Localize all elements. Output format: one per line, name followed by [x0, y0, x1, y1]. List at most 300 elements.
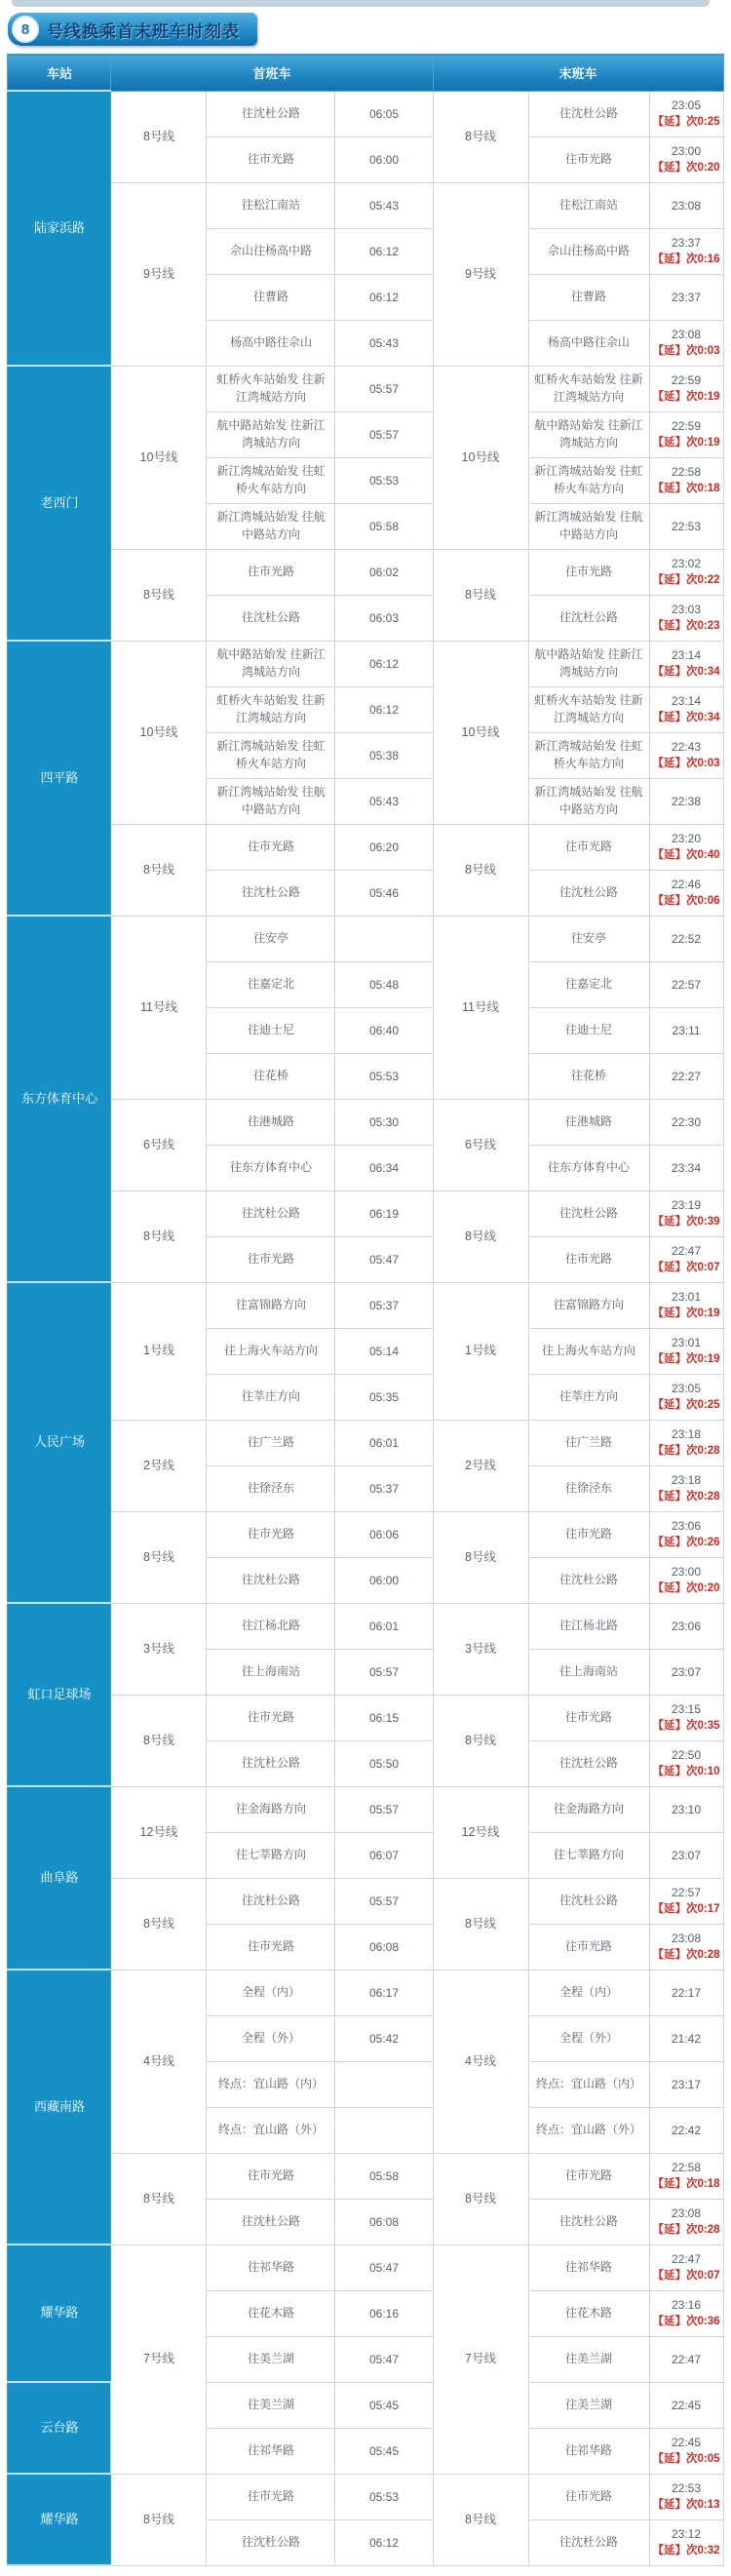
top-edge-strip	[12, 0, 710, 7]
last-train-time-cell	[649, 1511, 723, 1557]
time-value: 23:01	[671, 1290, 702, 1304]
time-value: 05:30	[368, 1114, 399, 1129]
first-train-destination-cell: 往市光路	[207, 137, 335, 182]
last-train-time-cell	[649, 2382, 723, 2428]
time-value: 23:08	[671, 198, 702, 213]
last-train-time-cell	[649, 2061, 723, 2107]
first-train-time-cell	[335, 2336, 433, 2382]
last-train-time-cell	[649, 1236, 723, 1282]
time-value: 06:12	[368, 656, 399, 671]
last-train-destination-cell: 往江杨北路	[528, 1603, 649, 1649]
last-train-time-cell	[649, 320, 723, 366]
first-train-destination-cell: 往市光路	[207, 1511, 335, 1557]
timetable-row	[8, 1282, 723, 1328]
first-train-time-cell	[335, 1374, 433, 1420]
delay-note: 【延】次0:20	[652, 162, 720, 174]
time-value: 05:45	[368, 2443, 399, 2458]
last-train-destination-cell: 往上海火车站方向	[528, 1328, 649, 1374]
first-train-destination-cell: 往嘉定北	[207, 961, 335, 1007]
first-train-line-cell: 8号线	[111, 549, 207, 641]
station-cell: 四平路	[8, 641, 111, 916]
delay-note: 【延】次0:05	[652, 2453, 720, 2465]
last-train-destination-cell: 往松江南站	[528, 182, 649, 228]
time-value: 23:05	[671, 98, 702, 112]
last-train-destination-cell: 往沈杜公路	[528, 1557, 649, 1603]
first-train-time-cell	[335, 1557, 433, 1603]
delay-note: 【延】次0:03	[652, 345, 720, 357]
last-train-time-cell	[649, 2428, 723, 2474]
first-train-destination-cell: 佘山往杨高中路	[207, 228, 335, 274]
timetable-row	[8, 2244, 723, 2290]
time-value: 23:07	[671, 1848, 702, 1862]
last-train-time-cell	[649, 2153, 723, 2199]
last-train-line-cell: 6号线	[433, 1099, 528, 1190]
last-train-destination-cell: 往沈杜公路	[528, 2199, 649, 2244]
col-header-last-train: 末班车	[433, 55, 723, 92]
first-train-destination-cell: 往美兰湖	[207, 2382, 335, 2428]
first-train-time-cell	[335, 1282, 433, 1328]
last-train-destination-cell: 往市光路	[528, 824, 649, 870]
delay-note: 【延】次0:23	[652, 620, 720, 632]
delay-note: 【延】次0:16	[652, 254, 720, 265]
first-train-line-cell: 8号线	[111, 1190, 207, 1282]
first-train-time-cell	[335, 2153, 433, 2199]
first-train-destination-cell: 往江杨北路	[207, 1603, 335, 1649]
last-train-destination-cell: 往沈杜公路	[528, 2519, 649, 2565]
first-train-time-cell	[335, 274, 433, 320]
time-value: 22:47	[671, 1244, 702, 1258]
timetable-row	[8, 366, 723, 411]
last-train-destination-cell: 杨高中路往佘山	[528, 320, 649, 366]
last-train-destination-cell: 往市光路	[528, 137, 649, 182]
last-train-time-cell	[649, 1145, 723, 1190]
first-train-destination-cell: 往市光路	[207, 1924, 335, 1970]
timetable-row	[8, 91, 723, 137]
delay-note: 【延】次0:28	[652, 1445, 720, 1457]
last-train-destination-cell: 往东方体育中心	[528, 1145, 649, 1190]
time-value: 05:57	[368, 1664, 399, 1679]
last-train-line-cell: 8号线	[433, 1878, 528, 1970]
first-train-line-cell: 11号线	[111, 916, 207, 1099]
first-train-time-cell	[335, 732, 433, 778]
last-train-time-cell	[649, 1970, 723, 2015]
delay-note: 【延】次0:13	[652, 2499, 720, 2511]
first-train-time-cell	[335, 182, 433, 228]
time-value: 05:46	[368, 885, 399, 900]
time-value: 05:35	[368, 1389, 399, 1404]
first-train-destination-cell: 往上海南站	[207, 1649, 335, 1695]
time-value: 05:58	[368, 2168, 399, 2183]
last-train-destination-cell: 往祁华路	[528, 2428, 649, 2474]
last-train-time-cell	[649, 1557, 723, 1603]
time-value: 23:18	[671, 1427, 702, 1441]
last-train-time-cell	[649, 2244, 723, 2290]
time-value: 23:37	[671, 290, 702, 304]
time-value: 05:37	[368, 1481, 399, 1496]
first-train-destination-cell: 往曹路	[207, 274, 335, 320]
last-train-destination-cell: 往沈杜公路	[528, 870, 649, 916]
last-train-line-cell: 1号线	[433, 1282, 528, 1420]
first-train-time-cell	[335, 503, 433, 549]
first-train-line-cell: 8号线	[111, 1878, 207, 1970]
first-train-time-cell	[335, 1786, 433, 1832]
station-cell: 虹口足球场	[8, 1603, 111, 1786]
first-train-line-cell: 10号线	[111, 641, 207, 824]
last-train-time-cell	[649, 411, 723, 457]
timetable-body	[8, 91, 723, 2565]
delay-note: 【延】次0:40	[652, 849, 720, 861]
first-train-destination-cell: 往市光路	[207, 2474, 335, 2519]
time-value: 05:53	[368, 2489, 399, 2504]
last-train-time-cell	[649, 1649, 723, 1695]
delay-note: 【延】次0:25	[652, 1399, 720, 1411]
last-train-destination-cell: 往沈杜公路	[528, 1190, 649, 1236]
last-train-time-cell	[649, 91, 723, 137]
last-train-destination-cell: 新江湾城站始发 往航中路站方向	[528, 778, 649, 824]
last-train-destination-cell: 新江湾城站始发 往虹桥火车站方向	[528, 457, 649, 503]
first-train-time-cell	[335, 1099, 433, 1145]
time-value: 22:58	[671, 465, 702, 479]
first-train-time-cell	[335, 137, 433, 182]
time-value: 23:00	[671, 144, 702, 158]
time-value: 23:14	[671, 694, 702, 708]
timetable-row	[8, 2153, 723, 2199]
time-value: 22:17	[671, 1985, 702, 2000]
time-value: 21:42	[671, 2031, 702, 2046]
last-train-time-cell	[649, 961, 723, 1007]
last-train-line-cell: 9号线	[433, 182, 528, 366]
delay-note: 【延】次0:34	[652, 712, 720, 723]
first-train-destination-cell: 往沈杜公路	[207, 2519, 335, 2565]
delay-note: 【延】次0:35	[652, 1720, 720, 1732]
first-train-destination-cell: 往迪士尼	[207, 1007, 335, 1053]
time-value: 23:14	[671, 648, 702, 662]
first-train-destination-cell: 虹桥火车站始发 往新江湾城站方向	[207, 686, 335, 732]
first-train-time-cell	[335, 2382, 433, 2428]
time-value: 23:15	[671, 1702, 702, 1716]
last-train-time-cell	[649, 1007, 723, 1053]
first-train-time-cell	[335, 2107, 433, 2153]
first-train-time-cell	[335, 2015, 433, 2061]
station-cell: 陆家浜路	[8, 91, 111, 366]
first-train-destination-cell: 新江湾城站始发 往航中路站方向	[207, 778, 335, 824]
first-train-destination-cell: 往市光路	[207, 549, 335, 595]
timetable-row	[8, 916, 723, 961]
delay-note: 【延】次0:19	[652, 391, 720, 403]
last-train-time-cell	[649, 1099, 723, 1145]
first-train-time-cell	[335, 595, 433, 641]
last-train-time-cell	[649, 870, 723, 916]
timetable	[7, 54, 723, 2566]
time-value: 22:27	[671, 1069, 702, 1083]
last-train-line-cell: 10号线	[433, 366, 528, 549]
delay-note: 【延】次0:19	[652, 1353, 720, 1365]
last-train-time-cell	[649, 1282, 723, 1328]
time-value: 05:43	[368, 794, 399, 808]
last-train-destination-cell: 往市光路	[528, 1924, 649, 1970]
last-train-destination-cell: 往莘庄方向	[528, 1374, 649, 1420]
time-value: 06:03	[368, 610, 399, 625]
first-train-destination-cell: 终点：宜山路（外）	[207, 2107, 335, 2153]
first-train-destination-cell: 往沈杜公路	[207, 1740, 335, 1786]
time-value: 22:42	[671, 2123, 702, 2137]
first-train-time-cell	[335, 1511, 433, 1557]
last-train-line-cell: 8号线	[433, 2153, 528, 2244]
first-train-line-cell: 8号线	[111, 2474, 207, 2565]
time-value: 05:57	[368, 427, 399, 442]
last-train-destination-cell: 往市光路	[528, 1236, 649, 1282]
time-value: 22:45	[671, 2398, 702, 2412]
first-train-line-cell: 1号线	[111, 1282, 207, 1420]
first-train-destination-cell: 航中路站始发 往新江湾城站方向	[207, 411, 335, 457]
time-value: 23:05	[671, 1382, 702, 1395]
time-value: 05:50	[368, 1756, 399, 1771]
time-value: 22:52	[671, 931, 702, 946]
time-value: 05:58	[368, 519, 399, 533]
delay-note: 【延】次0:06	[652, 895, 720, 907]
time-value: 05:42	[368, 2031, 399, 2046]
first-train-destination-cell: 往市光路	[207, 824, 335, 870]
first-train-time-cell	[335, 961, 433, 1007]
last-train-time-cell	[649, 1465, 723, 1511]
last-train-time-cell	[649, 503, 723, 549]
delay-note: 【延】次0:36	[652, 2316, 720, 2327]
first-train-time-cell	[335, 1145, 433, 1190]
time-value: 23:16	[671, 2298, 702, 2312]
first-train-destination-cell: 往市光路	[207, 1236, 335, 1282]
delay-note: 【延】次0:19	[652, 1308, 720, 1319]
first-train-time-cell	[335, 1328, 433, 1374]
time-value: 23:01	[671, 1336, 702, 1349]
time-value: 06:02	[368, 565, 399, 579]
station-cell: 人民广场	[8, 1282, 111, 1603]
delay-note: 【延】次0:20	[652, 1582, 720, 1594]
first-train-destination-cell: 终点：宜山路（内）	[207, 2061, 335, 2107]
first-train-destination-cell: 往安亭	[207, 916, 335, 961]
time-value: 23:12	[671, 2527, 702, 2541]
last-train-destination-cell: 往美兰湖	[528, 2382, 649, 2428]
first-train-destination-cell: 杨高中路往佘山	[207, 320, 335, 366]
first-train-destination-cell: 往港城路	[207, 1099, 335, 1145]
time-value: 23:37	[671, 236, 702, 250]
first-train-time-cell	[335, 2290, 433, 2336]
first-train-destination-cell: 往松江南站	[207, 182, 335, 228]
delay-note: 【延】次0:32	[652, 2545, 720, 2556]
time-value: 23:17	[671, 2077, 702, 2091]
time-value: 05:37	[368, 1298, 399, 1312]
first-train-destination-cell: 往徐泾东	[207, 1465, 335, 1511]
first-train-line-cell: 8号线	[111, 1511, 207, 1603]
last-train-destination-cell: 往上海南站	[528, 1649, 649, 1695]
time-value: 06:00	[368, 152, 399, 167]
last-train-time-cell	[649, 137, 723, 182]
time-value: 23:08	[671, 328, 702, 341]
time-value: 05:57	[368, 1893, 399, 1908]
last-train-time-cell	[649, 1878, 723, 1924]
time-value: 06:08	[368, 1939, 399, 1954]
time-value: 06:19	[368, 1206, 399, 1221]
first-train-destination-cell: 往沈杜公路	[207, 91, 335, 137]
last-train-destination-cell: 往广兰路	[528, 1420, 649, 1465]
last-train-time-cell	[649, 1832, 723, 1878]
last-train-line-cell: 8号线	[433, 824, 528, 916]
first-train-time-cell	[335, 2061, 433, 2107]
last-train-time-cell	[649, 1053, 723, 1099]
delay-note: 【延】次0:18	[652, 2178, 720, 2190]
time-value: 06:12	[368, 702, 399, 717]
time-value: 06:12	[368, 244, 399, 258]
last-train-time-cell	[649, 2336, 723, 2382]
first-train-time-cell	[335, 1924, 433, 1970]
timetable-row	[8, 1420, 723, 1465]
delay-note: 【延】次0:03	[652, 758, 720, 769]
last-train-time-cell	[649, 228, 723, 274]
last-train-destination-cell: 往市光路	[528, 1695, 649, 1740]
time-value: 06:12	[368, 290, 399, 304]
last-train-line-cell: 10号线	[433, 641, 528, 824]
time-value: 22:59	[671, 373, 702, 387]
first-train-destination-cell: 虹桥火车站始发 往新江湾城站方向	[207, 366, 335, 411]
timetable-row	[8, 824, 723, 870]
last-train-destination-cell: 往嘉定北	[528, 961, 649, 1007]
first-train-destination-cell: 全程（内）	[207, 1970, 335, 2015]
time-value: 22:38	[671, 794, 702, 808]
last-train-line-cell: 7号线	[433, 2244, 528, 2474]
last-train-line-cell: 12号线	[433, 1786, 528, 1878]
time-value: 06:20	[368, 839, 399, 854]
last-train-time-cell	[649, 778, 723, 824]
timetable-row	[8, 1786, 723, 1832]
first-train-line-cell: 2号线	[111, 1420, 207, 1511]
time-value: 05:53	[368, 1069, 399, 1083]
header-row	[8, 55, 723, 92]
first-train-destination-cell: 往祁华路	[207, 2428, 335, 2474]
timetable-row	[8, 1603, 723, 1649]
timetable-row	[8, 1190, 723, 1236]
time-value: 23:34	[671, 1160, 702, 1175]
first-train-destination-cell: 往莘庄方向	[207, 1374, 335, 1420]
first-train-time-cell	[335, 686, 433, 732]
col-header-first-train: 首班车	[111, 55, 433, 92]
last-train-time-cell	[649, 1374, 723, 1420]
first-train-line-cell: 8号线	[111, 91, 207, 182]
first-train-time-cell	[335, 457, 433, 503]
last-train-time-cell	[649, 1740, 723, 1786]
col-header-station: 车站	[8, 55, 111, 92]
first-train-destination-cell: 航中路站始发 往新江湾城站方向	[207, 641, 335, 686]
last-train-line-cell: 11号线	[433, 916, 528, 1099]
first-train-destination-cell: 往市光路	[207, 1695, 335, 1740]
last-train-destination-cell: 往徐泾东	[528, 1465, 649, 1511]
delay-note: 【延】次0:07	[652, 2270, 720, 2282]
last-train-line-cell: 8号线	[433, 2474, 528, 2565]
time-value: 05:53	[368, 473, 399, 488]
first-train-time-cell	[335, 2199, 433, 2244]
first-train-line-cell: 4号线	[111, 1970, 207, 2153]
timetable-row	[8, 2474, 723, 2519]
last-train-destination-cell: 往花桥	[528, 1053, 649, 1099]
first-train-time-cell	[335, 1007, 433, 1053]
first-train-destination-cell: 往沈杜公路	[207, 1878, 335, 1924]
first-train-time-cell	[335, 2474, 433, 2519]
time-value: 06:34	[368, 1160, 399, 1175]
last-train-destination-cell: 全程（外）	[528, 2015, 649, 2061]
first-train-time-cell	[335, 1740, 433, 1786]
last-train-time-cell	[649, 1603, 723, 1649]
time-value: 05:43	[368, 198, 399, 213]
delay-note: 【延】次0:07	[652, 1262, 720, 1273]
time-value: 06:40	[368, 1023, 399, 1037]
delay-note: 【延】次0:34	[652, 666, 720, 678]
last-train-time-cell	[649, 1786, 723, 1832]
last-train-time-cell	[649, 549, 723, 595]
last-train-time-cell	[649, 457, 723, 503]
last-train-destination-cell: 终点：宜山路（内）	[528, 2061, 649, 2107]
delay-note: 【延】次0:25	[652, 116, 720, 128]
delay-note: 【延】次0:28	[652, 1949, 720, 1961]
time-value: 05:47	[368, 2352, 399, 2366]
first-train-time-cell	[335, 2244, 433, 2290]
last-train-time-cell	[649, 1190, 723, 1236]
timetable-row	[8, 1695, 723, 1740]
last-train-time-cell	[649, 274, 723, 320]
last-train-destination-cell: 往富锦路方向	[528, 1282, 649, 1328]
time-value: 06:16	[368, 2306, 399, 2321]
first-train-destination-cell: 往七莘路方向	[207, 1832, 335, 1878]
last-train-line-cell: 3号线	[433, 1603, 528, 1695]
last-train-destination-cell: 虹桥火车站始发 往新江湾城站方向	[528, 366, 649, 411]
delay-note: 【延】次0:17	[652, 1903, 720, 1915]
last-train-destination-cell: 新江湾城站始发 往虹桥火车站方向	[528, 732, 649, 778]
last-train-destination-cell: 往市光路	[528, 1511, 649, 1557]
last-train-destination-cell: 往港城路	[528, 1099, 649, 1145]
last-train-time-cell	[649, 641, 723, 686]
time-value: 06:05	[368, 106, 399, 121]
delay-note: 【延】次0:28	[652, 1491, 720, 1503]
time-value: 05:48	[368, 977, 399, 992]
first-train-time-cell	[335, 870, 433, 916]
last-train-time-cell	[649, 2015, 723, 2061]
time-value: 23:20	[671, 832, 702, 845]
station-cell: 云台路	[8, 2382, 111, 2474]
first-train-time-cell	[335, 549, 433, 595]
time-value: 22:47	[671, 2252, 702, 2266]
last-train-line-cell: 2号线	[433, 1420, 528, 1511]
first-train-time-cell	[335, 1649, 433, 1695]
time-value: 22:50	[671, 1748, 702, 1762]
last-train-line-cell: 8号线	[433, 91, 528, 182]
time-value: 23:06	[671, 1519, 702, 1533]
first-train-destination-cell: 往沈杜公路	[207, 870, 335, 916]
time-value: 22:30	[671, 1114, 702, 1129]
last-train-time-cell	[649, 1420, 723, 1465]
first-train-time-cell	[335, 1695, 433, 1740]
last-train-time-cell	[649, 824, 723, 870]
station-cell: 耀华路	[8, 2474, 111, 2565]
first-train-time-cell	[335, 366, 433, 411]
time-value: 05:38	[368, 748, 399, 762]
last-train-destination-cell: 往沈杜公路	[528, 1740, 649, 1786]
first-train-destination-cell: 往金海路方向	[207, 1786, 335, 1832]
last-train-line-cell: 8号线	[433, 1190, 528, 1282]
timetable-row	[8, 182, 723, 228]
delay-note: 【延】次0:22	[652, 574, 720, 586]
first-train-destination-cell: 往花木路	[207, 2290, 335, 2336]
time-value: 23:00	[671, 1565, 702, 1579]
first-train-time-cell	[335, 641, 433, 686]
first-train-destination-cell: 往花桥	[207, 1053, 335, 1099]
station-cell: 东方体育中心	[8, 916, 111, 1282]
